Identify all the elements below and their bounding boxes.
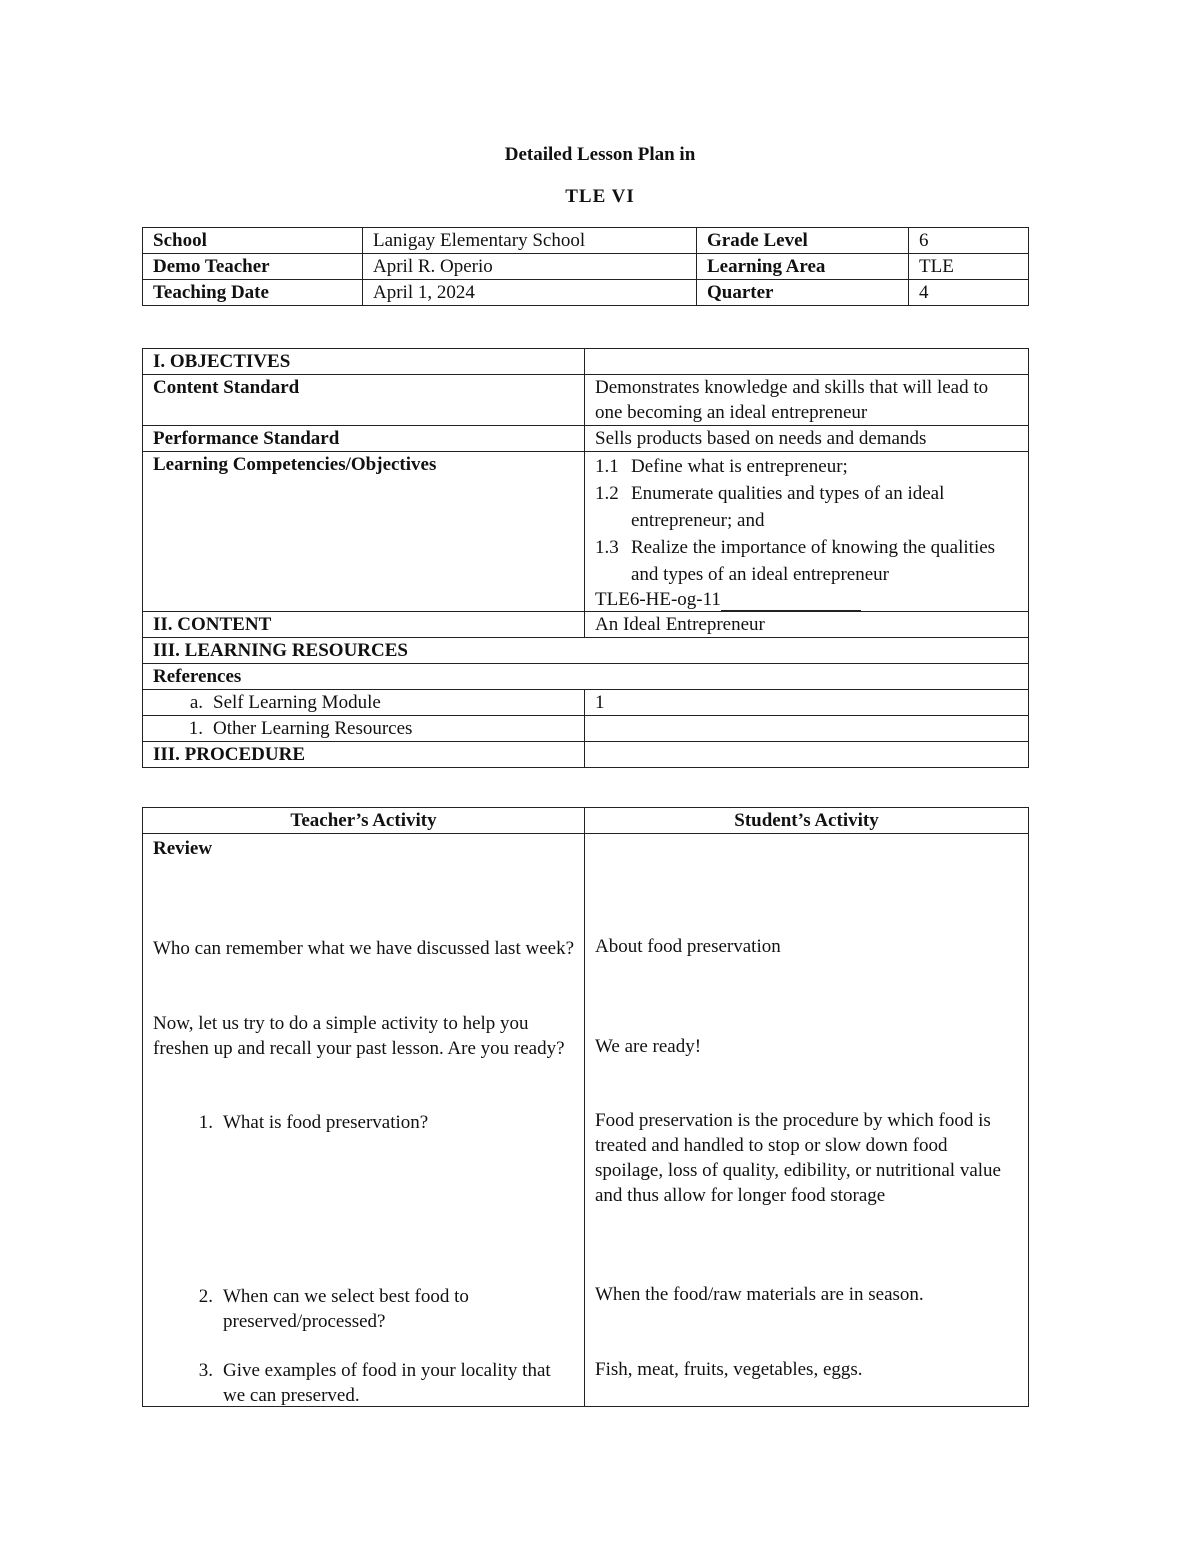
reference-label-cell: [143, 716, 585, 742]
info-value: Lanigay Elementary School: [363, 228, 697, 254]
info-row: [143, 228, 1029, 254]
resources-row: [143, 638, 1029, 664]
question-text: When can we select best food to preserved/processed?: [223, 1286, 469, 1332]
competency-item: [595, 453, 1018, 480]
content-standard-label: Content Standard: [143, 375, 585, 426]
info-row: [143, 280, 1029, 306]
empty-cell: [585, 349, 1029, 375]
reference-label: Other Learning Resources: [213, 718, 413, 739]
teacher-prompt: Now, let us try to do a simple activity to help you freshen up and recall your past lesson. Are you ready?: [153, 1013, 565, 1059]
objectives-table: [142, 348, 1029, 768]
objectives-heading: I. OBJECTIVES: [143, 349, 585, 375]
performance-standard-label: Performance Standard: [143, 426, 585, 452]
reference-number: 1.: [188, 718, 203, 739]
info-value: April 1, 2024: [363, 280, 697, 306]
question-number: 1.: [198, 1112, 213, 1133]
info-label: School: [143, 228, 363, 254]
reference-row: [143, 690, 1029, 716]
question-number: 2.: [198, 1286, 213, 1307]
competency-text: Enumerate qualities and types of an ideal entrepreneur; and: [631, 483, 945, 531]
performance-standard-value: Sells products based on needs and demands: [585, 426, 1029, 452]
info-label: Grade Level: [697, 228, 909, 254]
competencies-row: [143, 452, 1029, 612]
competency-number: 1.3: [595, 537, 619, 558]
competencies-list: [585, 452, 1029, 612]
competency-number: 1.1: [595, 456, 619, 477]
info-label: Quarter: [697, 280, 909, 306]
info-value: 4: [909, 280, 1029, 306]
document-subject: TLE VI: [565, 186, 635, 207]
student-answer: We are ready!: [595, 1036, 702, 1057]
info-value: TLE: [909, 254, 1029, 280]
student-answer: Food preservation is the procedure by which food is treated and handled to stop or slow down food spoilage, loss of quality, edibility, or nutritional value and thus allow for longer food storage: [595, 1110, 1001, 1206]
info-value: April R. Operio: [363, 254, 697, 280]
document-title: Detailed Lesson Plan in: [504, 144, 696, 165]
reference-number: a.: [189, 692, 203, 713]
content-standard-value: Demonstrates knowledge and skills that will lead to one becoming an ideal entrepreneur: [585, 375, 1029, 426]
competency-number: 1.2: [595, 483, 619, 504]
competencies-label: Learning Competencies/Objectives: [143, 452, 585, 612]
performance-standard-row: [143, 426, 1029, 452]
student-activity-header: Student’s Activity: [585, 808, 1029, 834]
question-text: Give examples of food in your locality that we can preserved.: [223, 1360, 551, 1406]
question-text: What is food preservation?: [223, 1112, 429, 1133]
review-question: [153, 1358, 574, 1408]
student-activity-cell: [585, 834, 1029, 1407]
activities-header-row: [143, 808, 1029, 834]
references-label: References: [143, 664, 1029, 690]
student-answer: When the food/raw materials are in season.: [595, 1284, 924, 1305]
info-label: Learning Area: [697, 254, 909, 280]
procedure-label: III. PROCEDURE: [143, 742, 585, 768]
info-row: [143, 254, 1029, 280]
reference-row: [143, 716, 1029, 742]
content-value: An Ideal Entrepreneur: [585, 612, 1029, 638]
info-label: Demo Teacher: [143, 254, 363, 280]
info-value: 6: [909, 228, 1029, 254]
student-answer: About food preservation: [595, 936, 781, 957]
underline-rule: [721, 590, 861, 611]
content-label: II. CONTENT: [143, 612, 585, 638]
content-standard-row: [143, 375, 1029, 426]
competency-item: [595, 480, 1018, 534]
competency-text: Realize the importance of knowing the qualities and types of an ideal entrepreneur: [631, 537, 996, 585]
question-number: 3.: [198, 1360, 213, 1381]
competency-code: TLE6-HE-og-11: [595, 589, 721, 610]
objectives-heading-row: [143, 349, 1029, 375]
info-table: [142, 227, 1029, 306]
reference-label: Self Learning Module: [213, 692, 381, 713]
student-answer: Fish, meat, fruits, vegetables, eggs.: [595, 1359, 863, 1380]
reference-value: 1: [585, 690, 1029, 716]
competency-code-line: [595, 588, 1018, 611]
teacher-activity-header: Teacher’s Activity: [143, 808, 585, 834]
content-row: [143, 612, 1029, 638]
references-row: [143, 664, 1029, 690]
empty-cell: [585, 716, 1029, 742]
empty-cell: [585, 742, 1029, 768]
review-label: Review: [153, 838, 213, 859]
procedure-row: [143, 742, 1029, 768]
activities-table: [142, 807, 1029, 1407]
teacher-activity-cell: [143, 834, 585, 1407]
activities-body-row: [143, 834, 1029, 1407]
competency-text: Define what is entrepreneur;: [631, 456, 848, 477]
teacher-prompt: Who can remember what we have discussed last week?: [153, 938, 574, 959]
review-question: [153, 1110, 574, 1135]
info-label: Teaching Date: [143, 280, 363, 306]
resources-label: III. LEARNING RESOURCES: [143, 638, 1029, 664]
competency-item: [595, 534, 1018, 588]
review-question: [153, 1284, 574, 1334]
reference-label-cell: [143, 690, 585, 716]
